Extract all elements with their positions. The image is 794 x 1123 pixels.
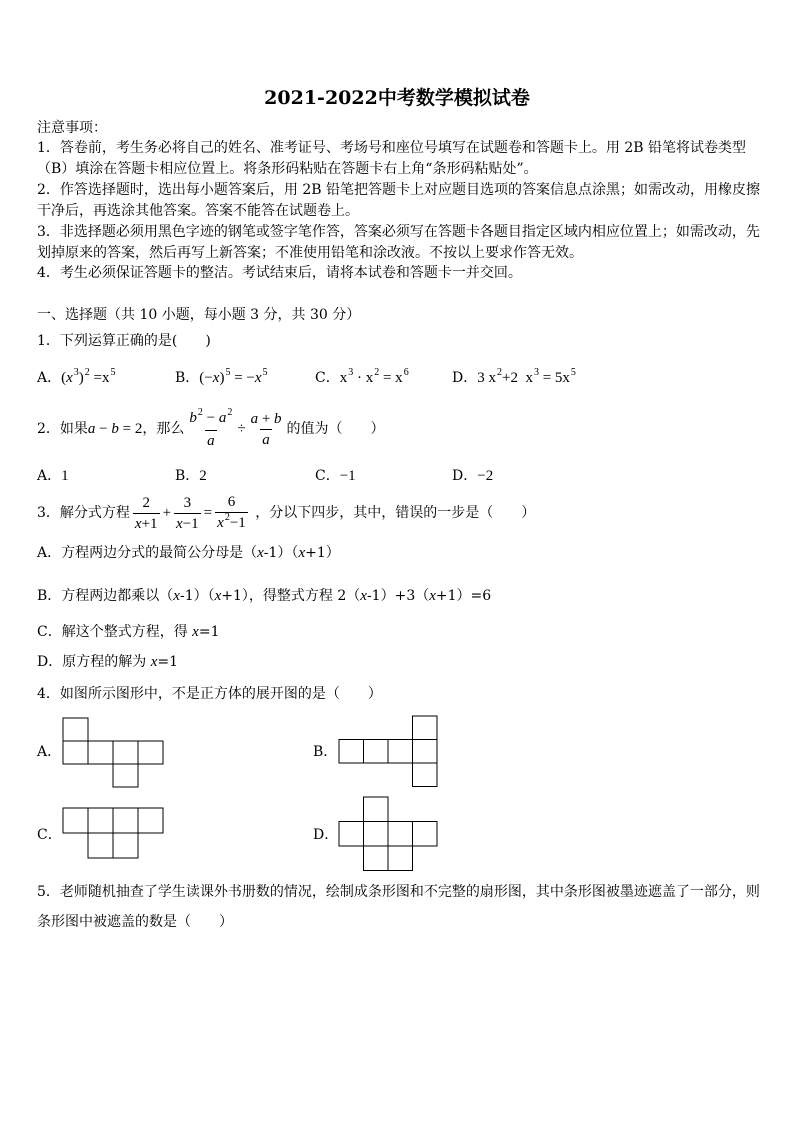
option-text: +1），得整式方程 2（ <box>221 588 361 604</box>
superscript: 5 <box>570 367 576 378</box>
notice-item-2-line-2: 干净后，再选涂其他答案。答案不能答在试题卷上。 <box>37 203 359 219</box>
math-token: − <box>202 409 219 426</box>
fraction-denominator <box>133 513 160 534</box>
q2-stem <box>37 405 385 453</box>
option-text: +1）=6 <box>435 588 492 604</box>
net-square <box>413 822 438 847</box>
net-square <box>113 764 138 787</box>
fraction-numerator <box>187 408 234 430</box>
math-token: x <box>339 370 348 386</box>
option-label: C． <box>315 370 340 386</box>
equals-sign: = <box>203 505 213 521</box>
net-square <box>88 808 113 833</box>
math-token: −1 <box>229 514 246 531</box>
superscript: 3 <box>348 367 354 378</box>
net-square <box>339 822 364 847</box>
math-token: − <box>95 421 112 437</box>
option-text: =1 <box>198 624 220 640</box>
variable: x <box>192 624 199 640</box>
q3-prefix: 3．解分式方程 <box>37 505 130 521</box>
option-text: =1 <box>157 654 178 670</box>
variable: a <box>218 409 227 426</box>
math-token: = x <box>379 370 403 386</box>
notice-item-2-line-1: 2．作答选择题时，选出每小题答案后，用 2B 铅笔把答题卡上对应题目选项的答案信息点涂黑；如需改动，用橡皮擦 <box>37 182 760 198</box>
variable: a <box>207 432 215 449</box>
variable: x <box>429 588 436 604</box>
math-token: = 2 <box>118 421 143 437</box>
variable: x <box>217 514 224 531</box>
variable: x <box>66 370 73 386</box>
variable: x <box>214 588 222 604</box>
variable: a <box>87 421 96 437</box>
variable: x <box>254 370 262 386</box>
q2-prefix: 2．如果 <box>37 421 88 437</box>
math-token: = − <box>230 370 255 386</box>
net-square <box>388 740 413 764</box>
option-value: −1 <box>339 468 356 484</box>
net-square <box>364 740 389 764</box>
net-square <box>88 741 113 764</box>
q4-option-a-label: A． <box>37 744 62 760</box>
q2-option-d <box>452 466 493 486</box>
notice-item-3-line-2: 划掉原来的答案，然后再写上新答案；不准使用铅笔和涂改液。不按以上要求作答无效。 <box>37 245 583 261</box>
net-square <box>113 808 138 833</box>
superscript: 2 <box>496 367 502 378</box>
fraction-numerator <box>182 493 194 513</box>
q1-option-b <box>175 368 268 390</box>
section-heading: 一、选择题（共 10 小题，每小题 3 分，共 30 分） <box>37 307 361 323</box>
math-token: + <box>258 410 275 427</box>
math-token: =x <box>89 370 110 386</box>
variable: x <box>360 588 367 604</box>
q3-option-a <box>37 543 340 563</box>
math-token: +2 x <box>501 370 533 386</box>
math-token: · x <box>353 370 374 386</box>
option-text: -1）（ <box>179 588 215 604</box>
math-token: ( <box>61 370 67 386</box>
option-label: C． <box>37 624 62 640</box>
option-value: 1 <box>61 468 69 484</box>
cube-net-figure-d <box>338 796 440 873</box>
math-token: 6 <box>227 493 236 510</box>
notice-item-4-line-1: 4．考生必须保证答题卡的整洁。考试结束后，请将本试卷和答题卡一并交回。 <box>37 265 522 281</box>
superscript: 3 <box>533 367 539 378</box>
variable: x <box>212 370 220 386</box>
q1-option-d <box>452 368 576 390</box>
q1-option-a <box>37 368 116 390</box>
net-square <box>138 741 163 764</box>
superscript: 3 <box>73 367 79 378</box>
variable: x <box>173 588 180 604</box>
option-text: -1）+3（ <box>366 588 430 604</box>
net-square <box>113 741 138 764</box>
math-token: 3 x <box>477 370 496 386</box>
option-label: C． <box>315 468 340 484</box>
fraction-denominator <box>215 512 248 535</box>
variable: b <box>274 410 282 427</box>
q1-option-c <box>315 368 409 390</box>
q2-suffix: 的值为（ ） <box>286 421 385 437</box>
net-square <box>113 833 138 858</box>
fraction-denominator <box>260 429 272 450</box>
option-text: 原方程的解为 <box>62 654 151 670</box>
fraction <box>174 493 201 534</box>
q3-suffix: ，分以下四步，其中，错误的一步是（ ） <box>250 505 536 521</box>
variable: b <box>189 409 197 426</box>
q2-option-b <box>175 466 207 486</box>
page-title: 2021-2022中考数学模拟试卷 <box>264 87 530 109</box>
math-token: 3 <box>183 494 192 511</box>
option-text: 方程两边都乘以（ <box>61 588 174 604</box>
variable: x <box>298 545 306 561</box>
net-square <box>364 822 389 847</box>
q4-option-d-label: D． <box>313 827 339 843</box>
net-square <box>413 716 438 740</box>
divide-sign: ÷ <box>237 421 246 437</box>
variable: a <box>262 431 270 448</box>
math-token: ) <box>78 370 84 386</box>
option-label: D． <box>452 370 478 386</box>
variable: x <box>150 654 158 670</box>
option-label: D． <box>37 654 63 670</box>
option-text: -1）（ <box>263 545 299 561</box>
q4-option-c-label: C． <box>37 827 62 843</box>
q3-stem <box>37 489 535 537</box>
variable: x <box>134 515 142 532</box>
plus-sign: + <box>162 505 172 521</box>
fraction <box>215 492 248 535</box>
net-square <box>63 808 88 833</box>
net-square <box>413 740 438 764</box>
fraction-denominator <box>205 430 217 451</box>
superscript: 5 <box>225 367 231 378</box>
superscript: 2 <box>224 511 230 523</box>
variable: x <box>176 515 183 532</box>
net-square <box>388 846 413 871</box>
option-text: 方程两边分式的最简公分母是（ <box>61 545 258 561</box>
variable: a <box>250 410 259 427</box>
fraction-numerator <box>249 409 284 429</box>
option-text: +1） <box>305 545 340 561</box>
math-token: ) <box>219 370 225 386</box>
superscript: 2 <box>374 367 380 378</box>
q3-option-b <box>37 586 491 606</box>
option-label: A． <box>37 468 62 484</box>
variable: b <box>111 421 119 437</box>
notice-item-1-line-1: 1．答卷前，考生务必将自己的姓名、准考证号、考场号和座位号填写在试题卷和答题卡上。用 2B 铅笔将试卷类型 <box>37 140 746 156</box>
net-square <box>138 808 163 833</box>
fraction <box>133 493 160 534</box>
notice-item-1-line-2: （B）填涂在答题卡相应位置上。将条形码粘贴在答题卡右上角“条形码粘贴处”。 <box>37 161 538 177</box>
cube-net-figure-c <box>62 807 166 861</box>
net-square <box>63 741 88 764</box>
superscript: 5 <box>110 367 116 378</box>
q4-stem: 4．如图所示图形中，不是正方体的展开图的是（ ） <box>37 686 382 702</box>
notice-heading: 注意事项： <box>37 120 107 136</box>
option-label: A． <box>37 370 62 386</box>
math-token: −1 <box>182 515 199 532</box>
net-square <box>63 718 88 741</box>
net-square <box>413 763 438 787</box>
option-label: D． <box>452 468 478 484</box>
net-square <box>388 822 413 847</box>
option-text: 解这个整式方程，得 <box>61 624 193 640</box>
q1-stem: 1．下列运算正确的是( ) <box>37 333 211 349</box>
math-token: (− <box>199 370 213 386</box>
math-token: +1 <box>141 515 158 532</box>
option-label: A． <box>37 545 62 561</box>
superscript: 2 <box>197 406 203 418</box>
superscript: 2 <box>84 367 90 378</box>
option-label: B． <box>175 468 200 484</box>
superscript: 2 <box>227 406 233 418</box>
fraction-numerator <box>140 493 152 513</box>
cube-net-figure-b <box>338 715 440 789</box>
option-value: 2 <box>199 468 207 484</box>
math-token: 2 <box>142 494 150 511</box>
option-label: B． <box>37 588 62 604</box>
q3-option-d <box>37 652 178 672</box>
net-square <box>88 833 113 858</box>
variable: x <box>257 545 264 561</box>
q2-mid-text: ，那么 <box>142 421 185 437</box>
q2-option-c <box>315 466 356 486</box>
net-square <box>364 846 389 871</box>
q3-option-c <box>37 622 219 642</box>
fraction-denominator <box>174 513 201 534</box>
superscript: 5 <box>262 367 268 378</box>
net-square <box>364 797 389 822</box>
notice-item-3-line-1: 3．非选择题必须用黑色字迹的钢笔或签字笔作答，答案必须写在答题卡各题目指定区域内相应位置上；如需改动，先 <box>37 224 760 240</box>
q4-option-b-label: B． <box>313 744 338 760</box>
option-value: −2 <box>477 468 494 484</box>
q2-option-a <box>37 466 69 486</box>
q5-stem-line-1: 5．老师随机抽查了学生读课外书册数的情况，绘制成条形图和不完整的扇形图，其中条形图被墨迹遮盖了一部分，则 <box>37 884 760 900</box>
fraction <box>249 409 284 450</box>
net-square <box>339 740 364 764</box>
math-token: = 5x <box>538 370 570 386</box>
q5-stem-line-2: 条形图中被遮盖的数是（ ） <box>37 914 233 930</box>
superscript: 6 <box>403 367 409 378</box>
fraction <box>187 408 234 451</box>
cube-net-figure-a <box>62 717 166 789</box>
option-label: B． <box>175 370 200 386</box>
